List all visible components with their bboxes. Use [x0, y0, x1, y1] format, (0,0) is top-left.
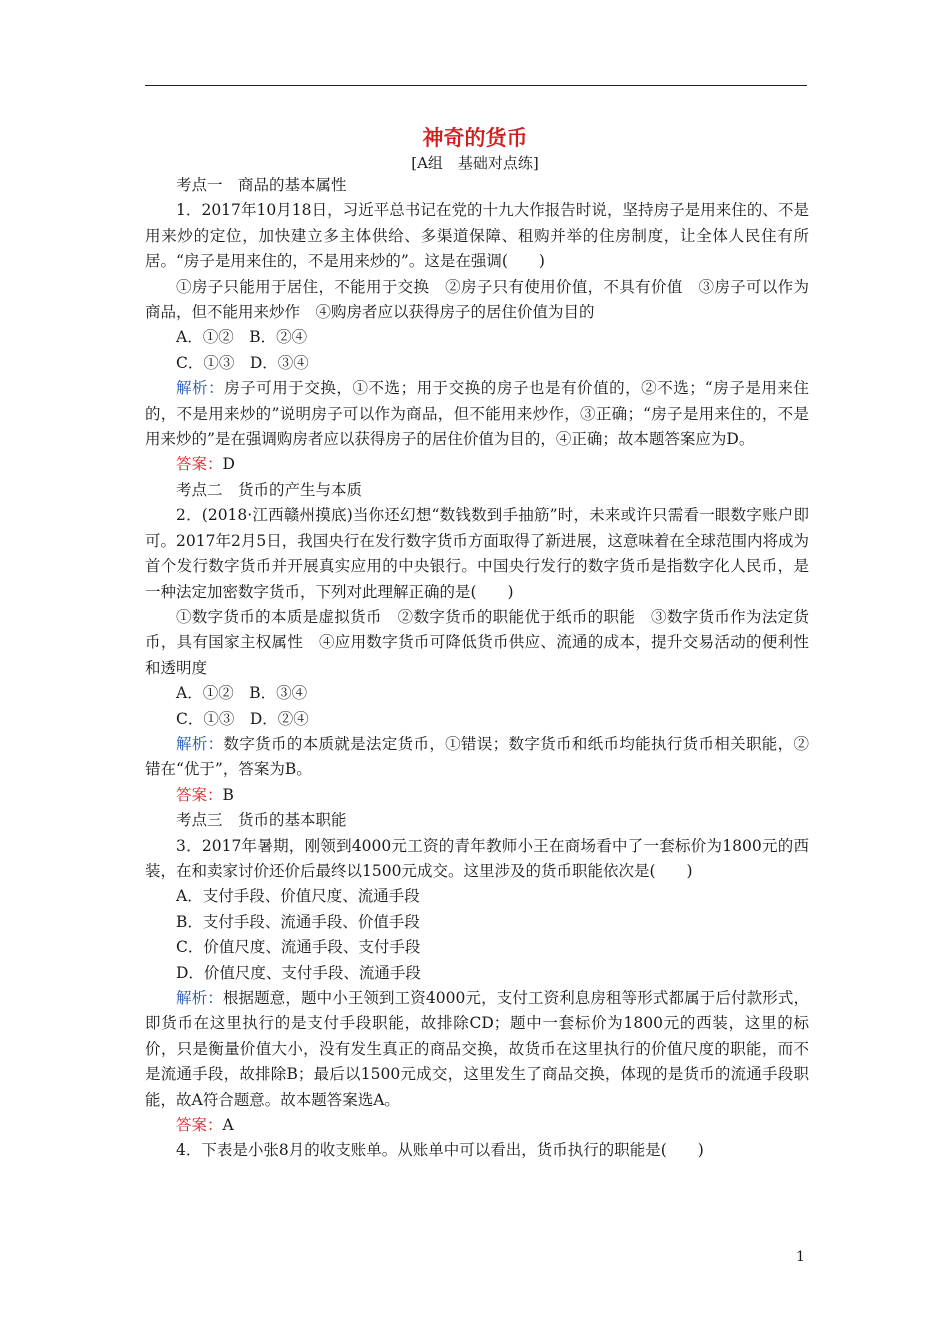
question-2-stem: 2．(2018·江西赣州摸底)当你还幻想“数钱数到手抽筋”时，未来或许只需看一眼数字账户即可。2017年2月5日，我国央行在发行数字货币方面取得了新进展，这意味着在全球范围内将成为首个发行数字货币并开展真实应用的中央银行。中国央行发行的数字货币是指数字化人民币，是一种法定加密数字货币，下列对此理解正确的是( ) [145, 506, 809, 601]
page-number: 1 [796, 1249, 805, 1265]
analysis-label: 解析： [176, 379, 225, 398]
question-1-options-cd: C．①③ D．③④ [176, 353, 309, 372]
question-2-options-ab: A．①② B．③④ [176, 684, 308, 703]
analysis-label: 解析： [176, 989, 223, 1007]
question-3-answer [145, 1113, 809, 1138]
analysis-text: 根据题意，题中小王领到工资4000元，支付工资利息房租等形式都属于后付款形式，即货币在这里执行的是支付手段职能，故排除CD；题中一套标价为1800元的西装，这里的标价，只是衡量价值大小，没有发生真正的商品交换，故货币在这里执行的价值尺度的职能，而不是流通手段，故排除B；最后以1500元成交，这里发生了商品交换，体现的是货币的流通手段职能，故A符合题意。故本题答案选A。 [145, 989, 809, 1109]
question-3-option-c: C．价值尺度、流通手段、支付手段 [176, 938, 421, 957]
analysis-text: 房子可用于交换，①不选；用于交换的房子也是有价值的，②不选；“房子是用来住的，不是用来炒的”说明房子可以作为商品，但不能用来炒作，③正确；“房子是用来住的，不是用来炒的”是在强调购房者应以获得房子的居住价值为目的，④正确；故本题答案应为D。 [145, 379, 809, 449]
section-group-label: [A组 基础对点练] [411, 154, 539, 172]
answer-label: 答案： [176, 455, 223, 474]
question-3-stem: 3．2017年暑期，刚领到4000元工资的青年教师小王在商场看中了一套标价为1800元的西装，在和卖家讨价还价后最终以1500元成交。这里涉及的货币职能依次是( ) [145, 836, 809, 880]
analysis-text: 数字货币的本质就是法定货币，①错误；数字货币和纸币均能执行货币相关职能，②错在“优于”，答案为B。 [145, 734, 809, 779]
section-heading: 考点一 商品的基本属性 [176, 176, 347, 194]
answer-value: D [222, 455, 235, 474]
question-1-statements: ①房子只能用于居住，不能用于交换 ②房子只有使用价值，不具有价值 ③房子可以作为商品，但不能用来炒作 ④购房者应以获得房子的居住价值为目的 [145, 277, 809, 322]
question-3-option-b: B．支付手段、流通手段、价值手段 [176, 912, 420, 931]
answer-value: B [222, 785, 234, 804]
question-4-stem: 4．下表是小张8月的收支账单。从账单中可以看出，货币执行的职能是( ) [176, 1141, 704, 1160]
question-2-options-cd: C．①③ D．②④ [176, 709, 309, 728]
header-rule [145, 85, 807, 86]
question-2-answer [145, 783, 809, 808]
question-2-statements: ①数字货币的本质是虚拟货币 ②数字货币的职能优于纸币的职能 ③数字货币作为法定货币，具有国家主权属性 ④应用数字货币可降低货币供应、流通的成本，提升交易活动的便利性和透明度 [145, 607, 809, 677]
document-body [145, 173, 809, 1164]
question-3-option-d: D．价值尺度、支付手段、流通手段 [176, 963, 421, 982]
question-3-analysis [145, 986, 809, 1113]
question-1-options-ab: A．①② B．②④ [176, 328, 308, 347]
question-2-analysis [145, 732, 809, 783]
answer-label: 答案： [176, 1116, 223, 1135]
page-title: 神奇的货币 [422, 126, 528, 150]
question-1-stem: 1．2017年10月18日，习近平总书记在党的十九大作报告时说，坚持房子是用来住的、不是用来炒的定位，加快建立多主体供给、多渠道保障、租购并举的住房制度，让全体人民住有所居。“房子是用来住的，不是用来炒的”。这是在强调( ) [145, 201, 809, 271]
question-3-option-a: A．支付手段、价值尺度、流通手段 [176, 887, 420, 906]
section-heading: 考点三 货币的基本职能 [176, 811, 347, 830]
analysis-label: 解析： [176, 734, 224, 753]
answer-value: A [222, 1116, 234, 1135]
question-1-analysis [145, 376, 809, 452]
question-1-answer [145, 452, 809, 477]
answer-label: 答案： [176, 785, 223, 804]
section-heading: 考点二 货币的产生与本质 [176, 480, 363, 499]
